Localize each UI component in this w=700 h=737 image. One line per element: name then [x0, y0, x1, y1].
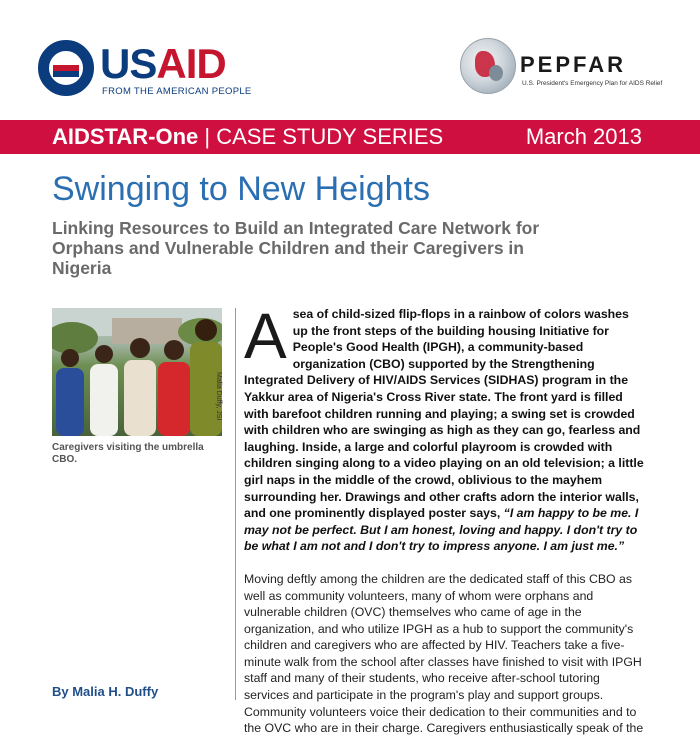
usaid-seal-icon [38, 40, 94, 96]
second-paragraph: Moving deftly among the children are the dedicated staff of this CBO as well as community volunteers, many of whom were orphans and vulnerable children (OVC) themselves who came of age in the organization, and who utilize IPGH as a hub to support the community's children and caregivers who are affected by HIV. Teachers take a five-minute walk from the school after classes have finished to visit with IPGH staff and many of their students, who receive after-school tutoring services and participate in the program's play and support groups. Community volunteers voice their dedication to their communities and to the OVC who are in their charge. Caregivers enthusiastically speak of the [244, 571, 644, 736]
caregivers-photo [52, 308, 222, 436]
photo-credit: Malia Duffy, JSI [215, 372, 222, 421]
series-label: AIDSTAR-One | CASE STUDY SERIES [52, 124, 444, 149]
photo-caption: Caregivers visiting the umbrella CBO. [52, 442, 204, 465]
column-divider [235, 308, 236, 700]
drop-cap: A [244, 300, 287, 372]
lead-text: sea of child-sized flip-flops in a rainbow of colors washes up the front steps of the building housing Initiative for People's Good Health (IPGH), a community-based organization (CBO) supported by the Strengthening Integrated Delivery of HIV/AIDS Services (SIDHAS) program in the Yakkur area of Nigeria's Cross River state. The front yard is filled with barefoot children running and playing; a swing set is crowded with children who are swinging as high as they can go, fearless and laughing. Inside, a large and colorful playroom is crowded with children singing along to a video playing on an old television; a little girl naps in the middle of the crowd, oblivious to the mayhem surrounding her. Drawings and other crafts adorn the interior walls, and one prominently displayed poster says, [244, 307, 644, 521]
usaid-logo [100, 40, 252, 102]
article-body [244, 300, 646, 737]
publication-date: March 2013 [525, 124, 642, 149]
lead-paragraph [244, 300, 646, 555]
author-byline: By Malia H. Duffy [52, 684, 159, 699]
poster-quote: “I am happy to be me. I may not be perfect. But I am honest, loving and happy. I don't try to be what I am not and I don't try to impress anyone. I am just me.” [244, 506, 639, 554]
page-title: Swinging to New Heights [52, 170, 430, 208]
usaid-tagline: FROM THE AMERICAN PEOPLE [102, 86, 252, 97]
pepfar-globe-icon [460, 38, 516, 94]
pepfar-tagline: U.S. President's Emergency Plan for AIDS Relief [522, 80, 663, 87]
page-subtitle: Linking Resources to Build an Integrated Care Network for Orphans and Vulnerable Children and their Caregivers in Nigeria [52, 218, 540, 278]
usaid-name: USAID [100, 40, 226, 87]
pepfar-name: PEPFAR [520, 52, 627, 77]
logo-header [0, 0, 700, 118]
series-banner [0, 120, 700, 154]
